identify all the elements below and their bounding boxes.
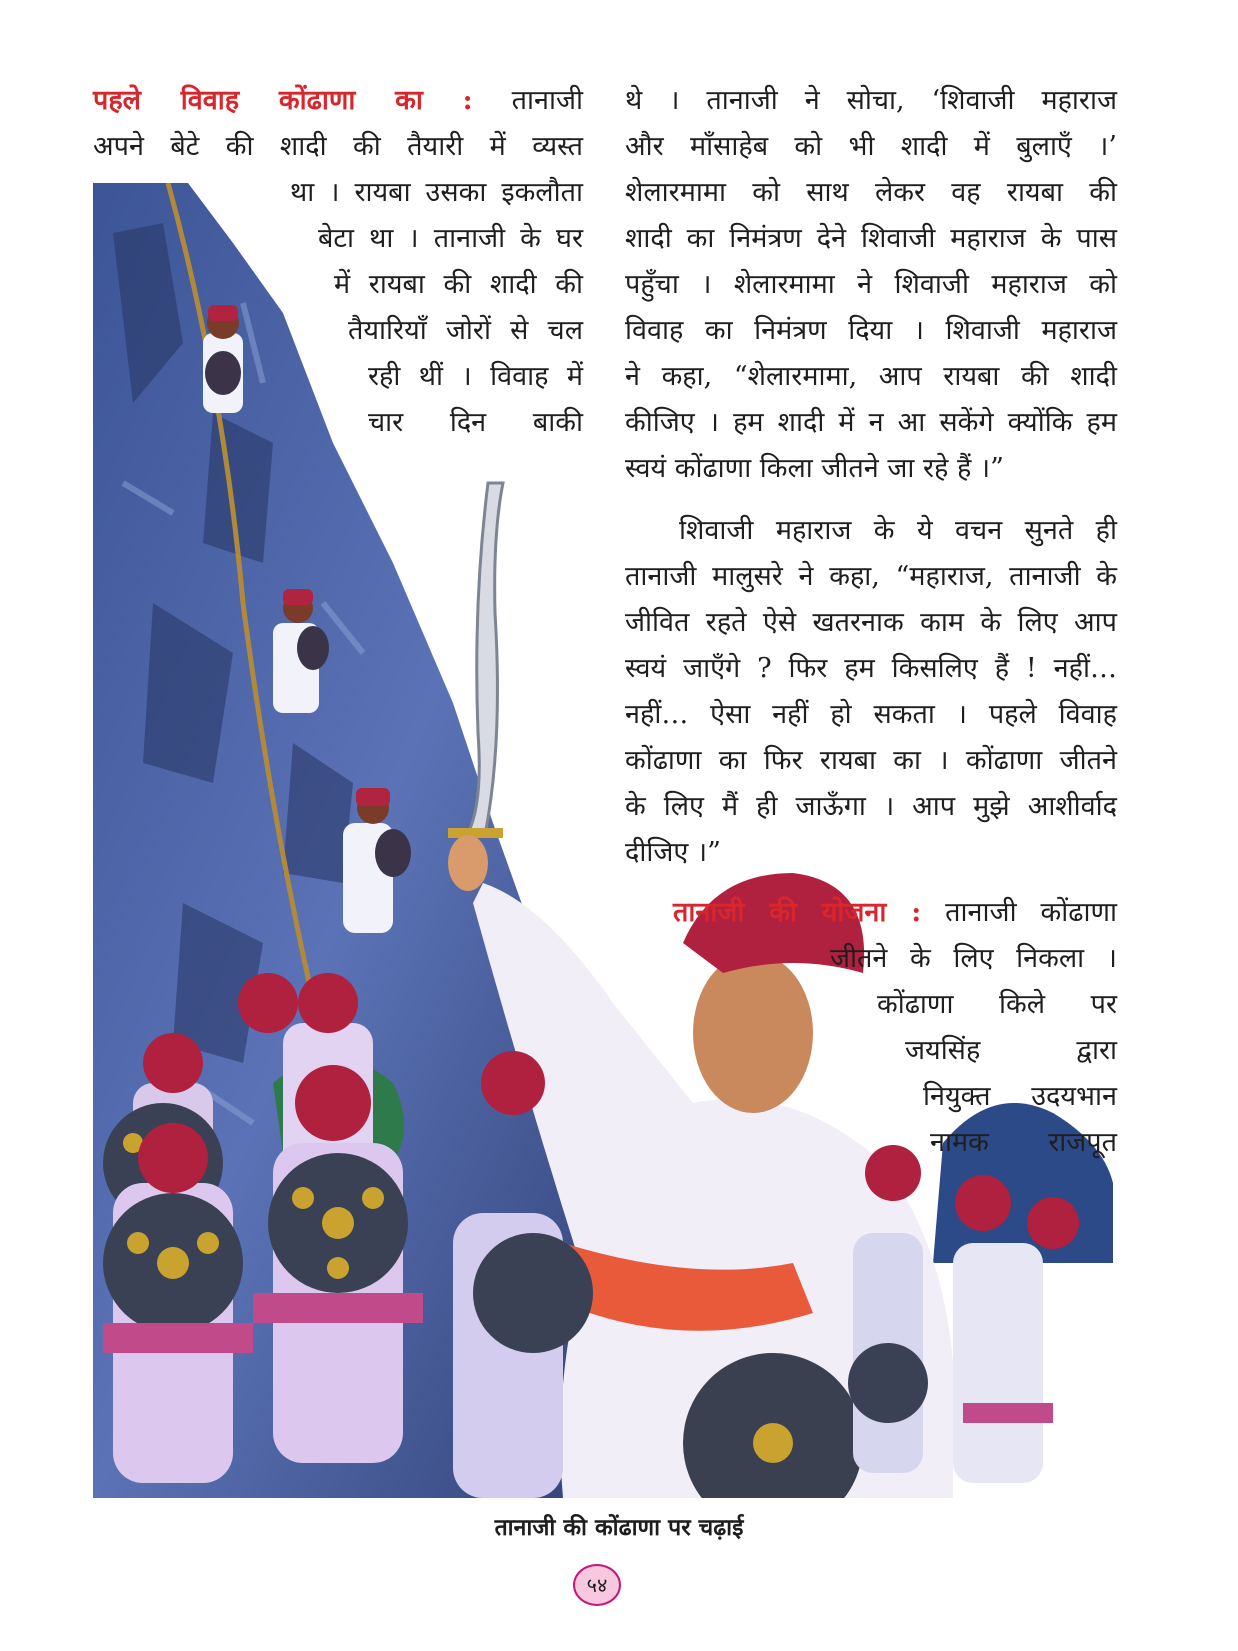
text-line: कोंढाणा का फिर रायबा का । कोंढाणा जीतने (625, 745, 1117, 776)
text-line: नियुक्त उदयभान (923, 1081, 1117, 1112)
section-heading: पहले विवाह कोंढाणा का : (93, 85, 473, 116)
text-line: नामक राजपूत (930, 1127, 1117, 1158)
text-line: और माँसाहेब को भी शादी में बुलाएँ ।’ (625, 131, 1117, 162)
left-column-narrow (290, 170, 583, 446)
section-heading: तानाजी की योजना : (673, 897, 922, 928)
left-heading-line (93, 78, 583, 124)
text-line: जीतने के लिए निकला । (830, 943, 1117, 974)
page-number: ५४ (573, 1564, 621, 1606)
figure-caption: तानाजी की कोंढाणा पर चढ़ाई (494, 1515, 744, 1541)
text-line: अपने बेटे की शादी की तैयारी में व्यस्त (93, 131, 583, 162)
text-line: कीजिए । हम शादी में न आ सकेंगे क्योंकि हम (625, 407, 1117, 438)
right-column (625, 78, 1117, 1166)
text-line: में रायबा की शादी की (334, 269, 583, 300)
text-line: स्वयं कोंढाणा किला जीतने जा रहे हैं ।” (625, 453, 1004, 484)
text-line: के लिए मैं ही जाऊँगा । आप मुझे आशीर्वाद (625, 791, 1117, 822)
text-line: पहुँचा । शेलारमामा ने शिवाजी महाराज को (625, 269, 1117, 300)
left-column (93, 78, 583, 170)
right-heading-line (625, 890, 1117, 936)
text-line: जयसिंह द्वारा (905, 1035, 1117, 1066)
text-line: विवाह का निमंत्रण दिया । शिवाजी महाराज (625, 315, 1117, 346)
text-line: तानाजी मालुसरे ने कहा, “महाराज, तानाजी के (625, 561, 1117, 592)
text-line: शिवाजी महाराज के ये वचन सुनते ही (679, 515, 1117, 546)
text-line: जीवित रहते ऐसे खतरनाक काम के लिए आप (625, 607, 1117, 638)
text-line: तैयारियाँ जोरों से चल (348, 315, 583, 346)
text-line: थे । तानाजी ने सोचा, ‘शिवाजी महाराज (625, 85, 1117, 116)
text-line: कोंढाणा किले पर (877, 989, 1117, 1020)
text-line: था । रायबा उसका इकलौता (290, 177, 583, 208)
text-line: स्वयं जाएँगे ? फिर हम किसलिए हैं ! नहीं… (625, 653, 1117, 684)
text-line: बेटा था । तानाजी के घर (318, 223, 583, 254)
text-line: रही थीं । विवाह में (368, 361, 583, 392)
text-line: चार दिन बाकी (368, 407, 583, 438)
heading-tail: तानाजी कोंढाणा (945, 897, 1117, 928)
text-line: नहीं… ऐसा नहीं हो सकता । पहले विवाह (625, 699, 1117, 730)
text-line: शेलारमामा को साथ लेकर वह रायबा की (625, 177, 1117, 208)
text-line: दीजिए ।” (625, 837, 721, 868)
heading-tail: तानाजी (511, 85, 583, 116)
text-line: शादी का निमंत्रण देने शिवाजी महाराज के पास (625, 223, 1117, 254)
text-line: ने कहा, “शेलारमामा, आप रायबा की शादी (625, 361, 1117, 392)
